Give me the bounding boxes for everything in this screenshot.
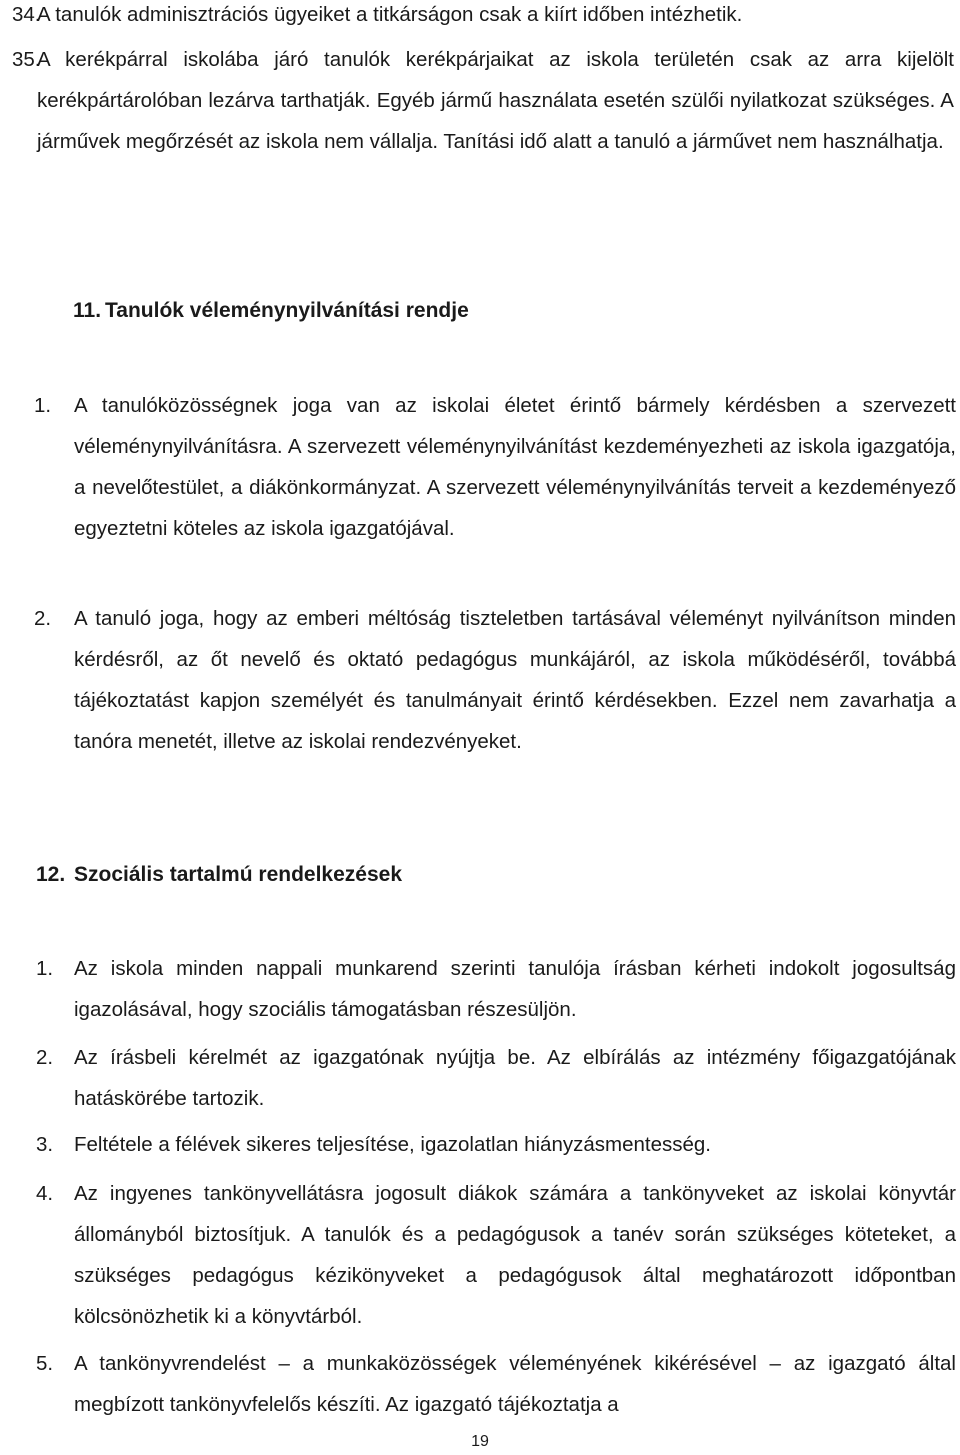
section-12-item-1 — [36, 948, 956, 1030]
section-heading-number: 12. — [36, 863, 66, 886]
section-12-item-4 — [36, 1173, 956, 1337]
section-12-item-5 — [36, 1343, 956, 1425]
list-item-number: 35. — [12, 48, 41, 71]
list-item-text: A tankönyvrendelést – a munkaközösségek véleményének kikérésével – az igazgató által megbízott tankönyvfelelős készíti. Az igazgató tájékoztatja a — [74, 1352, 956, 1416]
list-item-number: 34. — [12, 3, 41, 26]
page-number: 19 — [471, 1433, 489, 1450]
list-item-number: 4. — [36, 1182, 54, 1205]
list-item-number: 1. — [36, 957, 54, 980]
section-11-item-2 — [34, 598, 956, 762]
section-12-item-2 — [36, 1037, 956, 1119]
list-item-text: A tanulók adminisztrációs ügyeiket a titkárságon csak a kiírt időben intézhetik. — [37, 3, 743, 26]
section-heading-11 — [73, 296, 469, 326]
list-item-35 — [12, 39, 954, 162]
list-item-text: A kerékpárral iskolába járó tanulók kerékpárjaikat az iskola területén csak az arra kijelölt kerékpártárolóban lezárva tarthatják. Egyéb jármű használata esetén szülői nyilatkozat szükséges. A járművek megőrzését az iskola nem vállalja. Tanítási idő alatt a tanuló a járművet nem használhatja. — [37, 48, 954, 153]
section-12-item-3 — [36, 1124, 956, 1165]
list-item-text: Az írásbeli kérelmét az igazgatónak nyújtja be. Az elbírálás az intézmény főigazgatójának hatáskörébe tartozik. — [74, 1046, 956, 1110]
section-heading-title: Szociális tartalmú rendelkezések — [74, 863, 402, 886]
section-heading-title: Tanulók véleménynyilvánítási rendje — [105, 299, 469, 322]
section-11-item-1 — [34, 385, 956, 549]
list-item-text: A tanulóközösségnek joga van az iskolai életet érintő bármely kérdésben a szervezett véleménynyilvánításra. A szervezett véleménynyilvánítást kezdeményezheti az iskola igazgatója, a nevelőtestület, a diákönkormányzat. A szervezett véleménynyilvánítás terveit a kezdeményező egyeztetni köteles az iskola igazgatójával. — [74, 394, 956, 540]
list-item-number: 3. — [36, 1133, 54, 1156]
list-item-text: Feltétele a félévek sikeres teljesítése, igazolatlan hiányzásmentesség. — [74, 1133, 711, 1156]
list-item-text: Az iskola minden nappali munkarend szerinti tanulója írásban kérheti indokolt jogosultság igazolásával, hogy szociális támogatásban részesüljön. — [74, 957, 956, 1021]
list-item-text: Az ingyenes tankönyvellátásra jogosult diákok számára a tankönyveket az iskolai könyvtár állományból biztosítjuk. A tanulók és a pedagógusok a tanév során szükséges köteteket, a szükséges pedagógus kézikönyveket a pedagógusok által meghatározott időpontban kölcsönözhetik ki a könyvtárból. — [74, 1182, 956, 1328]
list-item-text: A tanuló joga, hogy az emberi méltóság tiszteletben tartásával véleményt nyilvánítson minden kérdésről, az őt nevelő és oktató pedagógus munkájáról, az iskola működéséről, továbbá tájékoztatást kapjon személyét és tanulmányait érintő kérdésekben. Ezzel nem zavarhatja a tanóra menetét, illetve az iskolai rendezvényeket. — [74, 607, 956, 753]
list-item-34 — [12, 0, 954, 35]
section-heading-12 — [36, 860, 402, 890]
list-item-number: 2. — [34, 607, 52, 630]
list-item-number: 1. — [34, 394, 52, 417]
list-item-number: 5. — [36, 1352, 54, 1375]
list-item-number: 2. — [36, 1046, 54, 1069]
section-heading-number: 11. — [73, 299, 102, 322]
